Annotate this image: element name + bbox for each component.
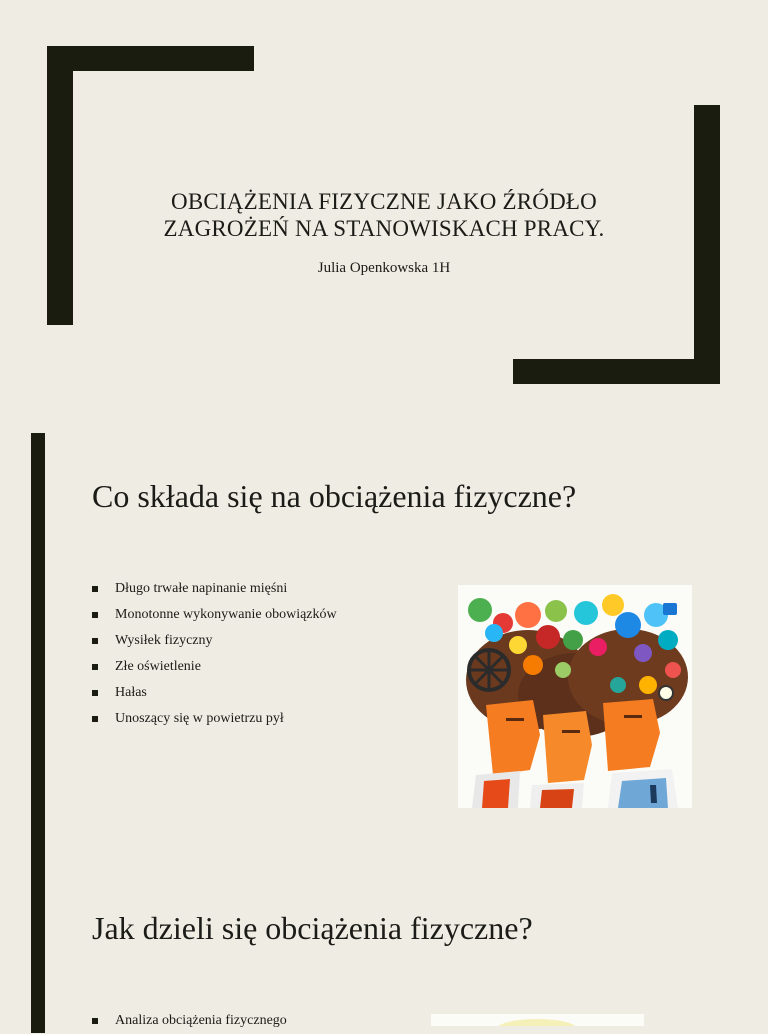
square-bullet-icon [92,1018,98,1024]
frame-top-left-vertical [47,46,73,325]
deck-title-line2: ZAGROŻEŃ NA STANOWISKACH PRACY. [163,216,605,241]
list-item [92,654,337,680]
bullet-text: Unoszący się w powietrzu pył [115,711,284,726]
bullet-text: Długo trwałe napinanie mięśni [115,581,288,596]
partial-illustration [431,1014,644,1026]
people-gears-illustration [458,585,692,808]
list-item [92,602,337,628]
deck-title [90,188,678,242]
square-bullet-icon [92,612,98,618]
bullet-text: Hałas [115,685,147,700]
square-bullet-icon [92,586,98,592]
square-bullet-icon [92,664,98,670]
list-item [92,706,337,732]
square-bullet-icon [92,638,98,644]
frame-top-left-horizontal [47,46,254,71]
slide2-bullet-list [92,576,337,732]
people-gears-brain-icon [458,585,692,808]
frame-bottom-right-horizontal [513,359,720,384]
slide3-heading: Jak dzieli się obciążenia fizyczne? [92,910,533,946]
list-item [92,628,337,654]
deck-author: Julia Openkowska 1H [317,260,451,276]
bullet-text: Złe oświetlenie [115,659,201,674]
slide2-heading: Co składa się na obciążenia fizyczne? [92,478,577,514]
bullet-text: Analiza obciążenia fizycznego [115,1013,287,1028]
list-item [92,1008,287,1034]
bullet-text: Wysiłek fizyczny [115,633,213,648]
partial-illustration-icon [431,1015,644,1026]
frame-bottom-right-vertical [694,105,720,384]
title-block [90,188,678,277]
deck-title-line1: OBCIĄŻENIA FIZYCZNE JAKO ŹRÓDŁO [171,189,597,214]
list-item [92,576,337,602]
bullet-text: Monotonne wykonywanie obowiązków [115,607,337,622]
list-item [92,680,337,706]
slide3-bullet-list [92,1008,287,1034]
square-bullet-icon [92,716,98,722]
square-bullet-icon [92,690,98,696]
left-accent-bar [31,433,45,1033]
